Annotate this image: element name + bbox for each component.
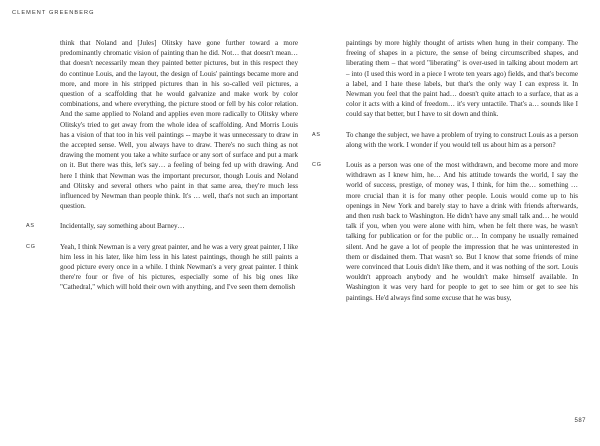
paragraph-text: think that Noland and [Jules] Olitsky have gone further toward a more predominantly chromatic vision of painting than he did. Not… that doesn't mean… that doesn't necessarily mean they painted better pictures, but in this respect they do continue Louis, and the layout, the design of Louis' paintings became more and more, and more in his stripped pictures than in his so-called veil pictures, a question of a scaffolding that he would galvanize and make work by color combinations, and where everything, the picture stood or fell by his color relation. And the same applied to Noland and applies even more radically to Olitsky where Olitsky's tried to get away from the whole idea of scaffolding. And Morris Louis has a vision of that too in his veil paintings -- maybe it was unnecessary to draw in the accepted sense. Well, you always have to draw. There's no such thing as not drawing the moment you take a white surface or any sort of surface and put a mark on it. But there was this, let's say… a feeling of being fed up with drawing. And here I think that Newman was the important precursor, though Louis and Noland and Olitsky and several others who paint in that same area, they're much less influenced by Newman than people think. It's … well, that's not such an important question. bbox=[60, 39, 298, 211]
interview-entry bbox=[26, 221, 298, 231]
interview-entry bbox=[312, 160, 578, 303]
speaker-label: AS bbox=[26, 223, 35, 230]
running-head: CLEMENT GREENBERG bbox=[12, 10, 95, 16]
interview-entry bbox=[312, 130, 578, 150]
interview-entry bbox=[26, 242, 298, 293]
speaker-label: AS bbox=[312, 131, 321, 138]
page-number: 587 bbox=[574, 418, 586, 424]
paragraph-text: To change the subject, we have a problem of trying to construct Louis as a person along with the work. I wonder if you would tell us about him as a person? bbox=[346, 130, 578, 149]
right-column bbox=[312, 38, 578, 303]
paragraph-text: Incidentally, say something about Barney… bbox=[60, 222, 185, 231]
paragraph-text: Yeah, I think Newman is a very great painter, and he was a very great painter, I like him less in his later, like him less in his latest paintings, though he still paints a good picture every once in a while. I think Newman's a very great painter. I think there're four or five of his pictures, especially some of his big ones like "Cathedral," which will hold their own with anything, and I've seen them demolish bbox=[60, 242, 298, 292]
speaker-label: CG bbox=[312, 162, 322, 169]
paragraph-text: Louis as a person was one of the most withdrawn, and become more and more withdrawn as I knew him, he… And his attitude towards the world, I say the world of success, prestige, of money was, I think, for him the… something … more crucial than it is for many other people. Louis would come up to his openings in New York and barely stay to have a drink with friends afterwards, and then rush back to Washington. He didn't have any small talk and… he would talk if you, when you were alone with him, when he felt there was, he wasn't talking for publication or for the public or… In company he usually remained silent. And he gave a lot of people the impression that he was uninterested in them or disdained them. That wasn't so. But I know that some friends of mine were convinced that Louis didn't like them, and it was nothing of the sort. Louis wouldn't approach anybody and he wouldn't make himself available. In Washington it was very hard for people to get to see him or get to see his paintings. He'd always find some excuse that he was busy, bbox=[346, 161, 578, 302]
speaker-label: CG bbox=[26, 243, 36, 250]
paragraph-text: paintings by more highly thought of artists when hung in their company. The freeing of shapes in a picture, the sense of being circumscribed shapes, and liberating them – that word "liberating" is over-used in talking about modern art – into (I used this word in a piece I wrote ten years ago) fields, and that's become a label, and I hate these labels, but that's the only way I can express it. In Newman you feel that the paint had… doesn't quite attach to a surface, that as a color it acts with a kind of freedom… it's very untactile. That's a… sounds like I could say that better, but I have to sit down and think. bbox=[346, 39, 578, 119]
left-column bbox=[26, 38, 298, 293]
continued-paragraph bbox=[346, 38, 578, 120]
continued-paragraph bbox=[26, 38, 298, 211]
